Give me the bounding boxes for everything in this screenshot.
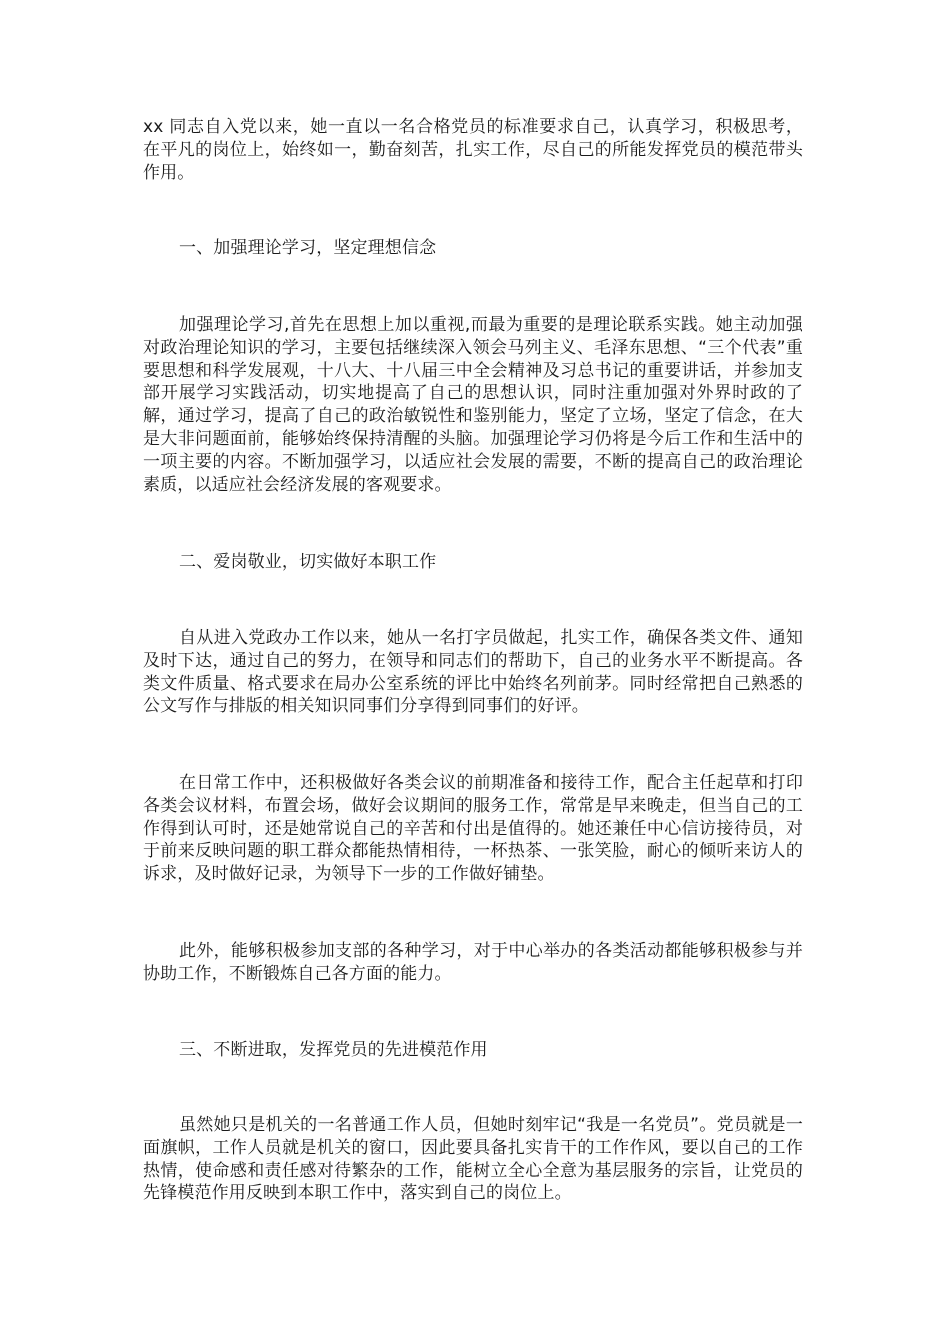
section-1-heading: 一、加强理论学习，坚定理想信念 (179, 238, 437, 258)
section-3-paragraph: 虽然她只是机关的一名普通工作人员，但她时刻牢记“我是一名党员”。党员就是一面旗帜，工作人员就是机关的窗口，因此要具备扎实肯干的工作作风，要以自己的工作热情，使命感和责任感对待繁杂的工作，能树立全心全意为基层服务的宗旨，让党员的先锋模范作用反映到本职工作中，落实到自己的岗位上。 (143, 1115, 803, 1204)
section-2-paragraph-1: 自从进入党政办工作以来，她从一名打字员做起，扎实工作，确保各类文件、通知及时下达，通过自己的努力，在领导和同志们的帮助下，自己的业务水平不断提高。各类文件质量、格式要求在局办公室系统的评比中始终名列前茅。同时经常把自己熟悉的公文写作与排版的相关知识同事们分享得到同事们的好评。 (143, 628, 803, 717)
section-3-heading: 三、不断进取，发挥党员的先进模范作用 (179, 1040, 488, 1060)
intro-paragraph: xx 同志自入党以来，她一直以一名合格党员的标准要求自己，认真学习，积极思考，在平凡的岗位上，始终如一，勤奋刻苦，扎实工作，尽自己的所能发挥党员的模范带头作用。 (143, 117, 803, 183)
section-2-heading: 二、爱岗敬业，切实做好本职工作 (179, 552, 437, 572)
section-2-paragraph-2: 在日常工作中，还积极做好各类会议的前期准备和接待工作，配合主任起草和打印各类会议材料，布置会场，做好会议期间的服务工作，常常是早来晚走，但当自己的工作得到认可时，还是她常说自己的辛苦和付出是值得的。她还兼任中心信访接待员，对于前来反映问题的职工群众都能热情相待，一杯热茶、一张笑脸，耐心的倾听来访人的诉求，及时做好记录，为领导下一步的工作做好铺垫。 (143, 773, 803, 885)
section-1-paragraph: 加强理论学习,首先在思想上加以重视,而最为重要的是理论联系实践。她主动加强对政治理论知识的学习，主要包括继续深入领会马列主义、毛泽东思想、“三个代表”重要思想和科学发展观，十八大、十八届三中全会精神及习总书记的重要讲话，并参加支部开展学习实践活动，切实地提高了自己的思想认识，同时注重加强对外界时政的了解，通过学习，提高了自己的政治敏锐性和鉴别能力，坚定了立场，坚定了信念，在大是大非问题面前，能够始终保持清醒的头脑。加强理论学习仍将是今后工作和生活中的一项主要的内容。不断加强学习，以适应社会发展的需要，不断的提高自己的政治理论素质，以适应社会经济发展的客观要求。 (143, 315, 803, 495)
section-2-paragraph-3: 此外，能够积极参加支部的各种学习，对于中心举办的各类活动都能够积极参与并协助工作，不断锻炼自己各方面的能力。 (143, 941, 803, 984)
